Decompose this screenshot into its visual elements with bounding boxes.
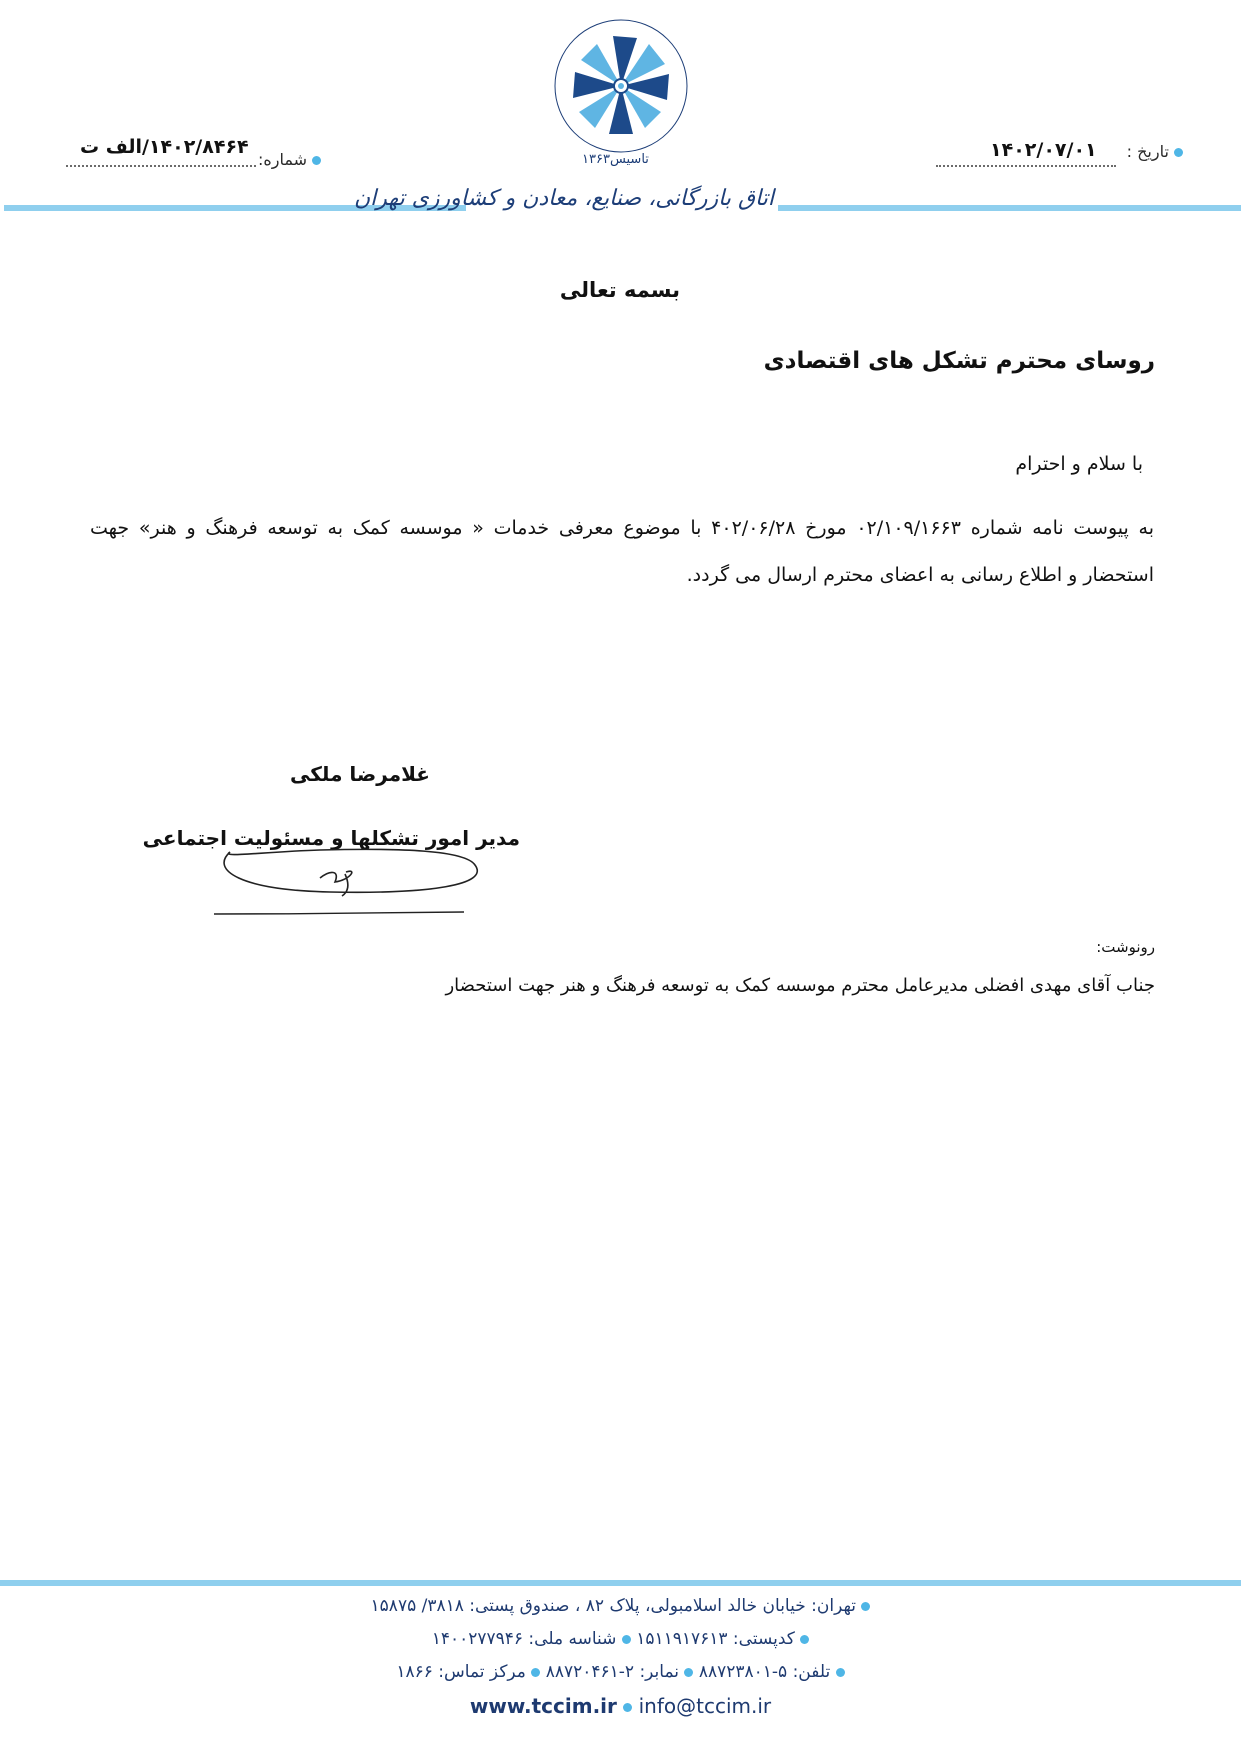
signatory-title: مدیر امور تشکلها و مسئولیت اجتماعی — [142, 826, 520, 850]
number-field — [258, 150, 321, 169]
bullet-dot-icon — [623, 1703, 632, 1712]
number-value: ۱۴۰۲/۸۴۶۴/الف ت — [80, 136, 249, 158]
pinwheel-logo-icon — [549, 14, 693, 158]
bullet-dot-icon — [622, 1635, 631, 1644]
signatory-name: غلامرضا ملکی — [290, 762, 430, 786]
footer-address: تهران: خیابان خالد اسلامبولی، پلاک ۸۲ ، صندوق پستی: ۳۸۱۸/ ۱۵۸۷۵ — [0, 1596, 1241, 1616]
date-dotted-line — [936, 165, 1116, 167]
number-dotted-line — [66, 165, 256, 167]
header-rule-right — [778, 205, 1241, 211]
bullet-dot-icon — [861, 1602, 870, 1611]
chamber-logo — [549, 14, 693, 158]
founded-year: تاسیس۱۳۶۳ — [582, 152, 649, 167]
date-value: ۱۴۰۲/۰۷/۰۱ — [990, 139, 1097, 161]
website-link[interactable]: www.tccim.ir — [469, 1694, 617, 1718]
handwritten-signature — [200, 830, 500, 920]
footer-ids: کدپستی: ۱۵۱۱۹۱۷۶۱۳ شناسه ملی: ۱۴۰۰۲۷۷۹۴۶ — [0, 1629, 1241, 1649]
greeting: با سلام و احترام — [1015, 453, 1143, 475]
email-link[interactable]: info@tccim.ir — [638, 1694, 772, 1718]
chamber-name: اتاق بازرگانی، صنایع، معادن و کشاورزی تهران — [354, 186, 774, 211]
footer-contacts: تلفن: ۵-۸۸۷۲۳۸۰۱ نمابر: ۲-۸۸۷۲۰۴۶۱ مرکز تماس: ۱۸۶۶ — [0, 1662, 1241, 1682]
letter-body: به پیوست نامه شماره ۰۲/۱۰۹/۱۶۶۳ مورخ ۴۰۲/۰۶/۲۸ با موضوع معرفی خدمات « موسسه کمک به توسعه فرهنگ و هنر» جهت استحضار و اطلاع رسانی به اعضای محترم ارسال می گردد. — [90, 517, 1155, 586]
bullet-dot-icon — [312, 156, 321, 165]
bullet-dot-icon — [836, 1668, 845, 1677]
footer-web — [0, 1694, 1241, 1718]
bullet-dot-icon — [531, 1668, 540, 1677]
date-label: تاریخ : — [1126, 142, 1169, 161]
recipient: روسای محترم تشکل های اقتصادی — [763, 348, 1155, 374]
bullet-dot-icon — [800, 1635, 809, 1644]
date-field — [1127, 142, 1183, 161]
cc-text: جناب آقای مهدی افضلی مدیرعامل محترم موسسه کمک به توسعه فرهنگ و هنر جهت استحضار — [445, 975, 1155, 996]
bullet-dot-icon — [1174, 148, 1183, 157]
number-label: شماره: — [258, 150, 308, 169]
bullet-dot-icon — [684, 1668, 693, 1677]
basmala: بسمه تعالی — [559, 278, 681, 302]
footer-rule — [0, 1580, 1241, 1586]
cc-label: رونوشت: — [1096, 938, 1155, 956]
